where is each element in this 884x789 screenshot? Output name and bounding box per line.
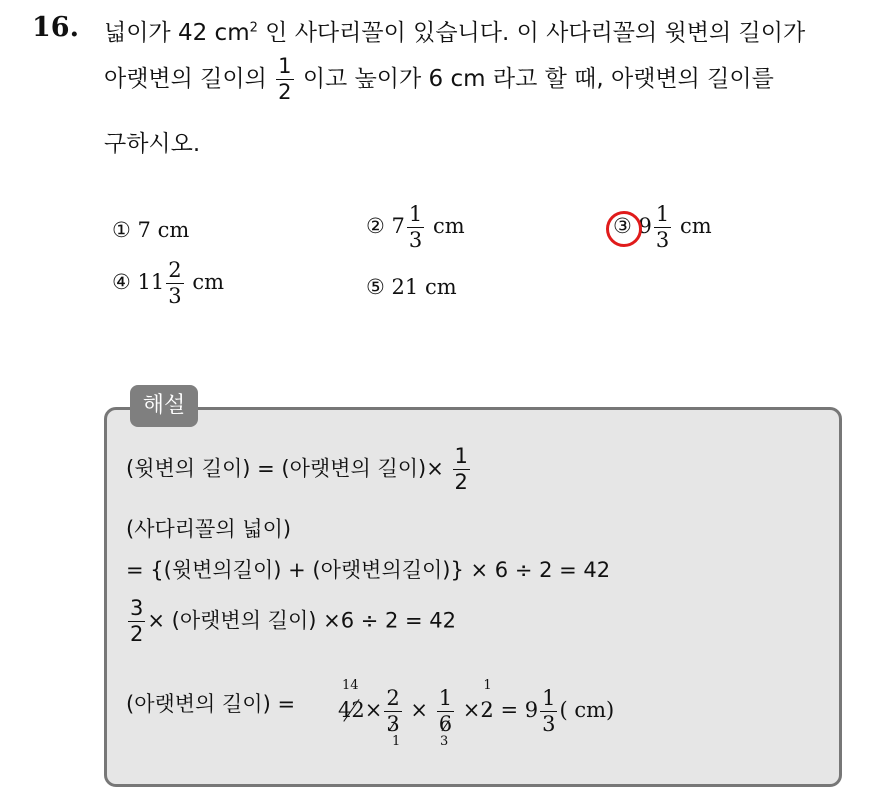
choice-2-whole: 7: [391, 214, 405, 238]
choice-4-whole: 11: [137, 270, 165, 294]
solution-l1-fraction: [453, 446, 470, 493]
solution-l5-two: 2: [480, 698, 494, 722]
solution-line-5-math: [338, 678, 615, 736]
solution-l5-f2-den: 6: [438, 712, 453, 736]
solution-line-1: [126, 446, 472, 493]
question-text-2a: 아랫변의 길이의: [104, 66, 267, 92]
choice-1-unit: cm: [157, 218, 190, 242]
solution-l5-f1-den: 3: [386, 712, 400, 736]
solution-l5-f1-den-small: 1: [392, 734, 401, 749]
choice-4-den: 3: [168, 284, 182, 308]
solution-l5-f1-num: 2: [386, 686, 400, 710]
choice-3-den: 3: [655, 228, 670, 252]
solution-l5-frac1: [384, 688, 401, 735]
question-text-1a: 넓이가 42 cm: [104, 20, 250, 46]
solution-l4-den: 2: [130, 622, 144, 646]
question-sup: 2: [249, 20, 258, 36]
choice-3-whole: 9: [638, 214, 652, 238]
choice-3-num: 1: [655, 202, 670, 226]
solution-line-3: = {(윗변의길이) + (아랫변의길이)} × 6 ÷ 2 = 42: [126, 558, 611, 582]
choice-5-marker: ⑤: [366, 275, 385, 299]
choice-2-num: 1: [408, 202, 423, 226]
question-line-3: 구하시오.: [104, 131, 201, 157]
choice-4[interactable]: [112, 260, 224, 307]
choice-5-unit: cm: [424, 275, 457, 299]
solution-l5-two-small: 1: [483, 678, 492, 693]
solution-line-5: (아랫변의 길이) =: [126, 692, 296, 716]
solution-l5-f2-num: 1: [438, 686, 453, 710]
solution-l5-frac2: [437, 688, 454, 735]
solution-l4-num: 3: [130, 596, 144, 620]
choice-2-unit: cm: [432, 214, 465, 238]
times-1: ×: [364, 698, 383, 722]
solution-l5-14: 14: [342, 678, 359, 693]
solution-l4-text: × (아랫변의 길이) ×6 ÷ 2 = 42: [147, 608, 457, 633]
question-frac-den: 2: [278, 80, 292, 104]
choice-1-value: 7: [137, 218, 151, 242]
solution-l1-num: 1: [454, 444, 468, 468]
choice-1-marker: ①: [112, 218, 131, 242]
solution-l5-res-den: 3: [542, 712, 556, 736]
times-3: ×: [462, 698, 481, 722]
solution-line-2: (사다리꼴의 넓이): [126, 517, 292, 541]
solution-l4-fraction: [128, 598, 145, 645]
choice-5-value: 21: [391, 275, 419, 299]
choice-1[interactable]: [112, 218, 189, 242]
question-text-2b: 이고 높이가 6 cm 라고 할 때, 아랫변의 길이를: [302, 66, 774, 92]
choice-3-marker: ③: [613, 214, 632, 238]
choice-2-den: 3: [408, 228, 423, 252]
question-text-1b: 인 사다리꼴이 있습니다. 이 사다리꼴의 윗변의 길이가: [257, 20, 806, 46]
choice-2-fraction: [407, 204, 424, 251]
cancelled-2: [480, 678, 494, 722]
cancelled-42: [338, 678, 365, 722]
solution-tag: 해설: [130, 385, 198, 427]
choice-5[interactable]: [366, 275, 457, 299]
choice-2[interactable]: [366, 204, 465, 251]
selected-answer-circle-mark: [606, 211, 642, 247]
choice-4-marker: ④: [112, 270, 131, 294]
solution-l1-text: (윗변의 길이) = (아랫변의 길이)×: [126, 456, 444, 481]
choice-3-unit: cm: [679, 214, 712, 238]
choice-4-unit: cm: [192, 270, 224, 294]
solution-l5-unit: ( cm): [559, 698, 615, 722]
choice-4-num: 2: [168, 258, 182, 282]
solution-l5-res-num: 1: [542, 686, 556, 710]
choice-2-marker: ②: [366, 214, 385, 238]
solution-l5-result-fraction: [540, 688, 557, 735]
question-line-2: [104, 56, 774, 103]
solution-line-4: [126, 598, 456, 645]
question-fraction: [276, 56, 293, 103]
choice-4-fraction: [166, 260, 183, 307]
question-number: 16.: [32, 12, 79, 43]
times-2: ×: [410, 698, 429, 722]
solution-l5-result: = 9: [500, 698, 539, 722]
choice-3-fraction: [654, 204, 671, 251]
solution-l1-den: 2: [454, 470, 468, 494]
solution-l5-42: 42: [338, 698, 365, 722]
solution-l5-f2-den-small: 3: [440, 734, 449, 749]
question-line-1: [104, 14, 805, 47]
question-frac-num: 1: [278, 54, 292, 78]
